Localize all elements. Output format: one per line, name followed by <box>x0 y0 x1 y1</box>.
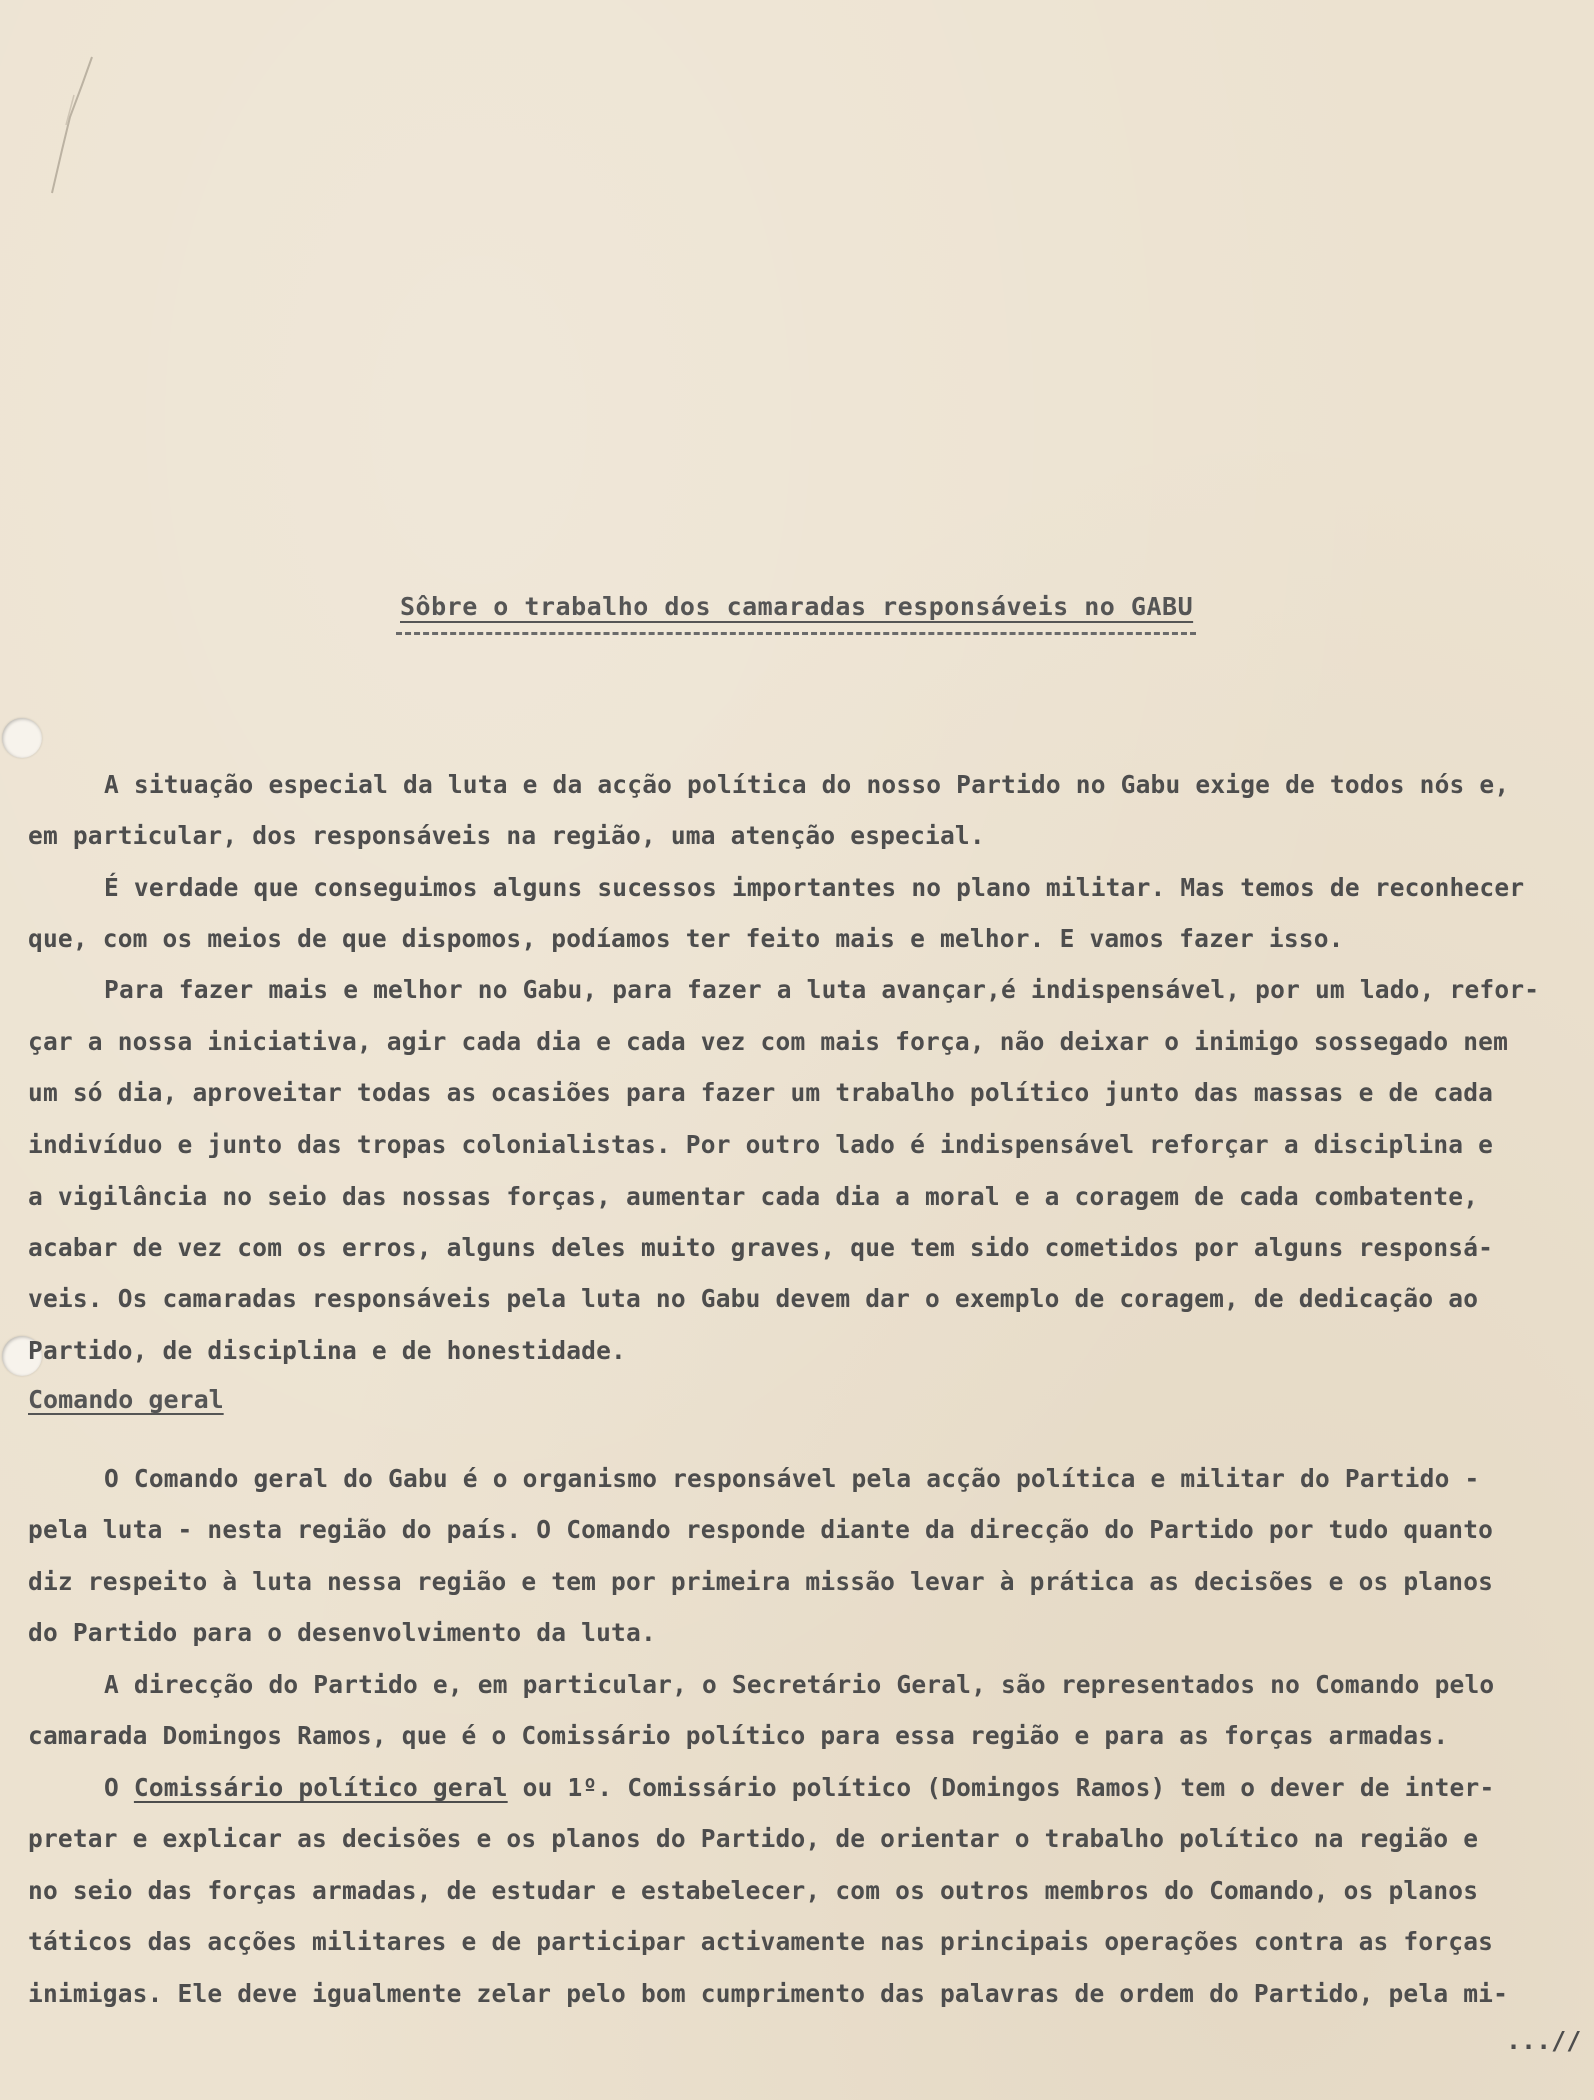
paper-crease-mark <box>22 55 102 195</box>
text-line: veis. Os camaradas responsáveis pela luta no Gabu devem dar o exemplo de coragem, de dedicação ao <box>28 1284 1479 1313</box>
punch-hole-top <box>2 718 42 758</box>
text-line: no seio das forças armadas, de estudar e estabelecer, com os outros membros do Comando, os planos <box>28 1876 1479 1905</box>
text-line: pela luta - nesta região do país. O Comando responde diante da direcção do Partido por tudo quanto <box>28 1515 1494 1544</box>
text-line: Para fazer mais e melhor no Gabu, para fazer a luta avançar,é indispensável, por um lado, refor- <box>104 975 1540 1004</box>
title-underline-rule <box>396 632 1196 635</box>
continuation-mark: ...// <box>1506 2026 1582 2055</box>
document-title: Sôbre o trabalho dos camaradas responsáveis no GABU <box>400 592 1194 621</box>
underlined-term: Comissário político geral <box>133 1773 508 1802</box>
text-line: em particular, dos responsáveis na região, uma atenção especial. <box>28 821 985 850</box>
text-line: um só dia, aproveitar todas as ocasiões para fazer um trabalho político junto das massas e de cada <box>28 1078 1494 1107</box>
text-line: táticos das acções militares e de participar activamente nas principais operações contra as forças <box>28 1927 1494 1956</box>
text-line: Partido, de disciplina e de honestidade. <box>28 1336 627 1365</box>
text-line: do Partido para o desenvolvimento da luta. <box>28 1618 656 1647</box>
text-line: indivíduo e junto das tropas colonialistas. Por outro lado é indispensável reforçar a disciplina e <box>28 1130 1494 1159</box>
section-heading: Comando geral <box>28 1385 224 1414</box>
text-line: acabar de vez com os erros, alguns deles muito graves, que tem sido cometidos por alguns responsá- <box>28 1233 1494 1262</box>
text-line: A direcção do Partido e, em particular, o Secretário Geral, são representados no Comando pelo <box>104 1670 1495 1699</box>
text-line: diz respeito à luta nessa região e tem por primeira missão levar à prática as decisões e os planos <box>28 1567 1494 1596</box>
text-line: inimigas. Ele deve igualmente zelar pelo bom cumprimento das palavras de ordem do Partido, pela mi- <box>28 1979 1509 2008</box>
text-line: A situação especial da luta e da acção política do nosso Partido no Gabu exige de todos nós e, <box>104 770 1510 799</box>
text-line: que, com os meios de que dispomos, podíamos ter feito mais e melhor. E vamos fazer isso. <box>28 924 1344 953</box>
text-line-commissar <box>104 1773 1494 1802</box>
text-line: camarada Domingos Ramos, que é o Comissário político para essa região e para as forças armadas. <box>28 1721 1449 1750</box>
text-line: O Comando geral do Gabu é o organismo responsável pela acção política e militar do Partido - <box>104 1464 1480 1493</box>
text-fragment: ou 1º. Comissário político (Domingos Ramos) tem o dever de inter- <box>507 1773 1495 1802</box>
text-line: a vigilância no seio das nossas forças, aumentar cada dia a moral e a coragem de cada combatente, <box>28 1182 1479 1211</box>
text-line: pretar e explicar as decisões e os planos do Partido, de orientar o trabalho político na região e <box>28 1824 1479 1853</box>
text-line: çar a nossa iniciativa, agir cada dia e cada vez com mais força, não deixar o inimigo sossegado nem <box>28 1027 1509 1056</box>
text-line: É verdade que conseguimos alguns sucessos importantes no plano militar. Mas temos de reconhecer <box>104 873 1525 902</box>
text-fragment: O <box>104 1773 134 1802</box>
